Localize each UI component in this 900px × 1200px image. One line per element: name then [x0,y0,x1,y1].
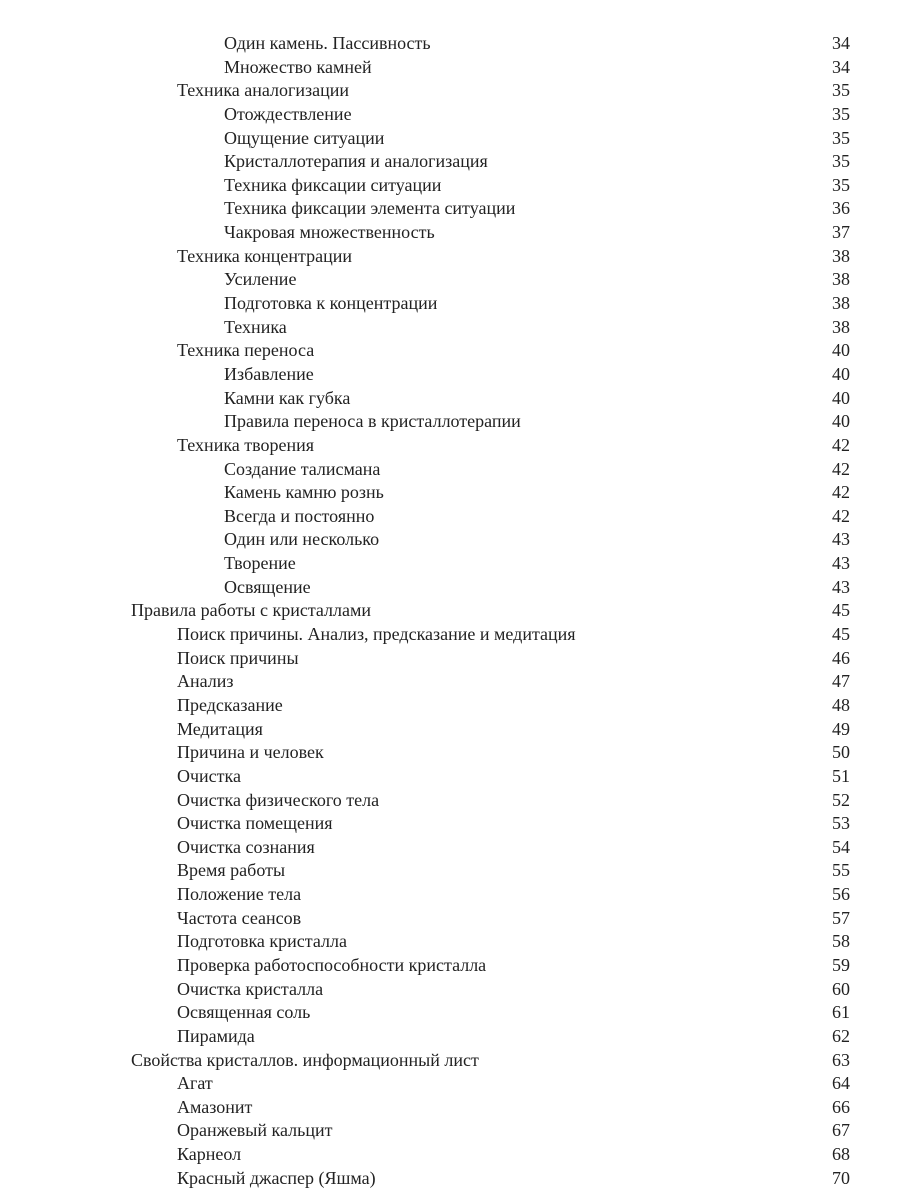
toc-entry [0,221,900,245]
toc-entry [0,694,900,718]
toc-entry-page-number: 66 [832,1096,850,1117]
toc-entry-title: Подготовка к концентрации [224,293,438,314]
toc-entry [0,458,900,482]
toc-entry-title: Техника [224,316,287,337]
toc-entry [0,1025,900,1049]
toc-entry-title: Техника концентрации [177,245,352,266]
toc-entry [0,647,900,671]
toc-entry-page-number: 38 [832,316,850,337]
toc-entry [0,670,900,694]
toc-entry [0,1049,900,1073]
toc-entry-title: Техника переноса [177,340,315,361]
toc-entry-page-number: 52 [832,789,850,810]
toc-entry-page-number: 34 [832,56,850,77]
toc-entry [0,481,900,505]
toc-entry-page-number: 60 [832,978,850,999]
toc-entry [0,79,900,103]
toc-entry-page-number: 63 [832,1049,850,1070]
toc-entry-title: Создание талисмана [224,458,381,479]
toc-entry [0,363,900,387]
toc-entry [0,127,900,151]
toc-entry-title: Причина и человек [177,742,324,763]
toc-entry-page-number: 43 [832,553,850,574]
table-of-contents [0,32,900,1190]
toc-entry [0,599,900,623]
toc-entry-title: Поиск причины. Анализ, предсказание и медитация [177,624,576,645]
toc-entry-title: Частота сеансов [177,907,302,928]
toc-entry-page-number: 35 [832,103,850,124]
toc-entry [0,623,900,647]
toc-entry [0,718,900,742]
toc-entry-title: Оранжевый кальцит [177,1120,333,1141]
toc-entry-title: Агат [177,1073,213,1094]
toc-entry-title: Медитация [177,718,263,739]
toc-entry [0,268,900,292]
toc-entry [0,32,900,56]
toc-entry-title: Очистка физического тела [177,789,380,810]
toc-entry-page-number: 35 [832,80,850,101]
toc-entry-title: Техника фиксации элемента ситуации [224,198,516,219]
toc-entry-page-number: 43 [832,529,850,550]
toc-entry-page-number: 35 [832,174,850,195]
toc-entry-page-number: 68 [832,1144,850,1165]
toc-entry [0,1072,900,1096]
toc-entry [0,741,900,765]
toc-entry [0,103,900,127]
toc-entry-title: Свойства кристаллов. информационный лист [131,1049,479,1070]
toc-entry [0,978,900,1002]
toc-entry [0,1096,900,1120]
toc-entry-page-number: 35 [832,151,850,172]
toc-entry-page-number: 35 [832,127,850,148]
toc-entry-title: Правила переноса в кристаллотерапии [224,411,521,432]
toc-entry-page-number: 58 [832,931,850,952]
toc-entry [0,552,900,576]
toc-entry-title: Карнеол [177,1144,242,1165]
toc-entry-page-number: 37 [832,222,850,243]
toc-entry [0,812,900,836]
toc-entry-title: Творение [224,553,296,574]
toc-entry [0,150,900,174]
toc-entry-title: Кристаллотерапия и аналогизация [224,151,488,172]
toc-entry [0,859,900,883]
toc-entry-title: Камни как губка [224,387,351,408]
toc-entry-page-number: 38 [832,245,850,266]
toc-entry [0,292,900,316]
toc-entry-page-number: 53 [832,813,850,834]
toc-entry-page-number: 38 [832,269,850,290]
toc-entry-title: Всегда и постоянно [224,505,375,526]
toc-entry [0,528,900,552]
toc-entry-title: Очистка сознания [177,836,315,857]
toc-entry [0,174,900,198]
toc-entry-title: Анализ [177,671,234,692]
toc-entry-title: Время работы [177,860,286,881]
toc-entry-page-number: 40 [832,387,850,408]
toc-entry-title: Один или несколько [224,529,380,550]
toc-entry [0,316,900,340]
toc-entry-title: Отождествление [224,103,352,124]
toc-entry [0,339,900,363]
toc-entry-page-number: 36 [832,198,850,219]
toc-entry-title: Проверка работоспособности кристалла [177,954,487,975]
toc-entry-page-number: 56 [832,884,850,905]
toc-entry-page-number: 42 [832,482,850,503]
toc-entry-page-number: 42 [832,434,850,455]
toc-entry [0,576,900,600]
toc-entry [0,505,900,529]
toc-entry-title: Поиск причины [177,647,299,668]
toc-entry-title: Техника творения [177,434,315,455]
toc-entry-page-number: 59 [832,954,850,975]
toc-entry [0,434,900,458]
toc-entry [0,1167,900,1191]
toc-entry-page-number: 40 [832,363,850,384]
toc-entry-page-number: 38 [832,293,850,314]
toc-entry-title: Освященная соль [177,1002,311,1023]
toc-entry [0,836,900,860]
toc-entry-title: Чакровая множественность [224,222,435,243]
toc-entry [0,387,900,411]
toc-entry-title: Множество камней [224,56,372,77]
toc-entry-page-number: 67 [832,1120,850,1141]
toc-entry [0,197,900,221]
toc-entry-page-number: 61 [832,1002,850,1023]
toc-entry [0,954,900,978]
toc-entry-title: Очистка кристалла [177,978,324,999]
toc-entry-title: Ощущение ситуации [224,127,385,148]
toc-entry-title: Положение тела [177,884,302,905]
toc-entry [0,883,900,907]
toc-entry-title: Избавление [224,363,314,384]
toc-entry-title: Красный джаспер (Яшма) [177,1167,376,1188]
toc-entry-page-number: 34 [832,33,850,53]
toc-entry-page-number: 40 [832,340,850,361]
toc-entry-page-number: 45 [832,624,850,645]
toc-entry-page-number: 51 [832,765,850,786]
toc-entry-page-number: 46 [832,647,850,668]
toc-entry [0,245,900,269]
toc-entry-page-number: 48 [832,694,850,715]
toc-entry [0,930,900,954]
toc-entry [0,765,900,789]
toc-entry [0,410,900,434]
toc-entry-page-number: 43 [832,576,850,597]
toc-entry-title: Амазонит [177,1096,253,1117]
toc-entry-title: Освящение [224,576,311,597]
toc-entry-page-number: 62 [832,1025,850,1046]
toc-entry-title: Правила работы с кристаллами [131,600,372,621]
toc-entry-title: Очистка помещения [177,813,333,834]
toc-entry [0,1143,900,1167]
toc-entry [0,907,900,931]
toc-entry-page-number: 70 [832,1167,850,1188]
toc-entry-title: Очистка [177,765,242,786]
toc-entry-title: Пирамида [177,1025,255,1046]
toc-entry-title: Техника фиксации ситуации [224,174,442,195]
toc-entry [0,789,900,813]
toc-entry-page-number: 45 [832,600,850,621]
toc-entry-title: Подготовка кристалла [177,931,347,952]
toc-entry-title: Камень камню рознь [224,482,384,503]
toc-entry-title: Усиление [224,269,297,290]
toc-entry-page-number: 50 [832,742,850,763]
toc-entry-page-number: 42 [832,458,850,479]
toc-entry-page-number: 42 [832,505,850,526]
toc-entry-page-number: 49 [832,718,850,739]
toc-entry-title: Техника аналогизации [177,80,350,101]
toc-entry-page-number: 64 [832,1073,850,1094]
toc-entry-title: Предсказание [177,694,283,715]
toc-entry [0,1001,900,1025]
toc-entry [0,56,900,80]
toc-entry-page-number: 54 [832,836,850,857]
toc-entry-title: Один камень. Пассивность [224,33,431,53]
toc-entry-page-number: 55 [832,860,850,881]
toc-entry-page-number: 47 [832,671,850,692]
toc-entry-page-number: 57 [832,907,850,928]
toc-entry [0,1119,900,1143]
toc-entry-page-number: 40 [832,411,850,432]
